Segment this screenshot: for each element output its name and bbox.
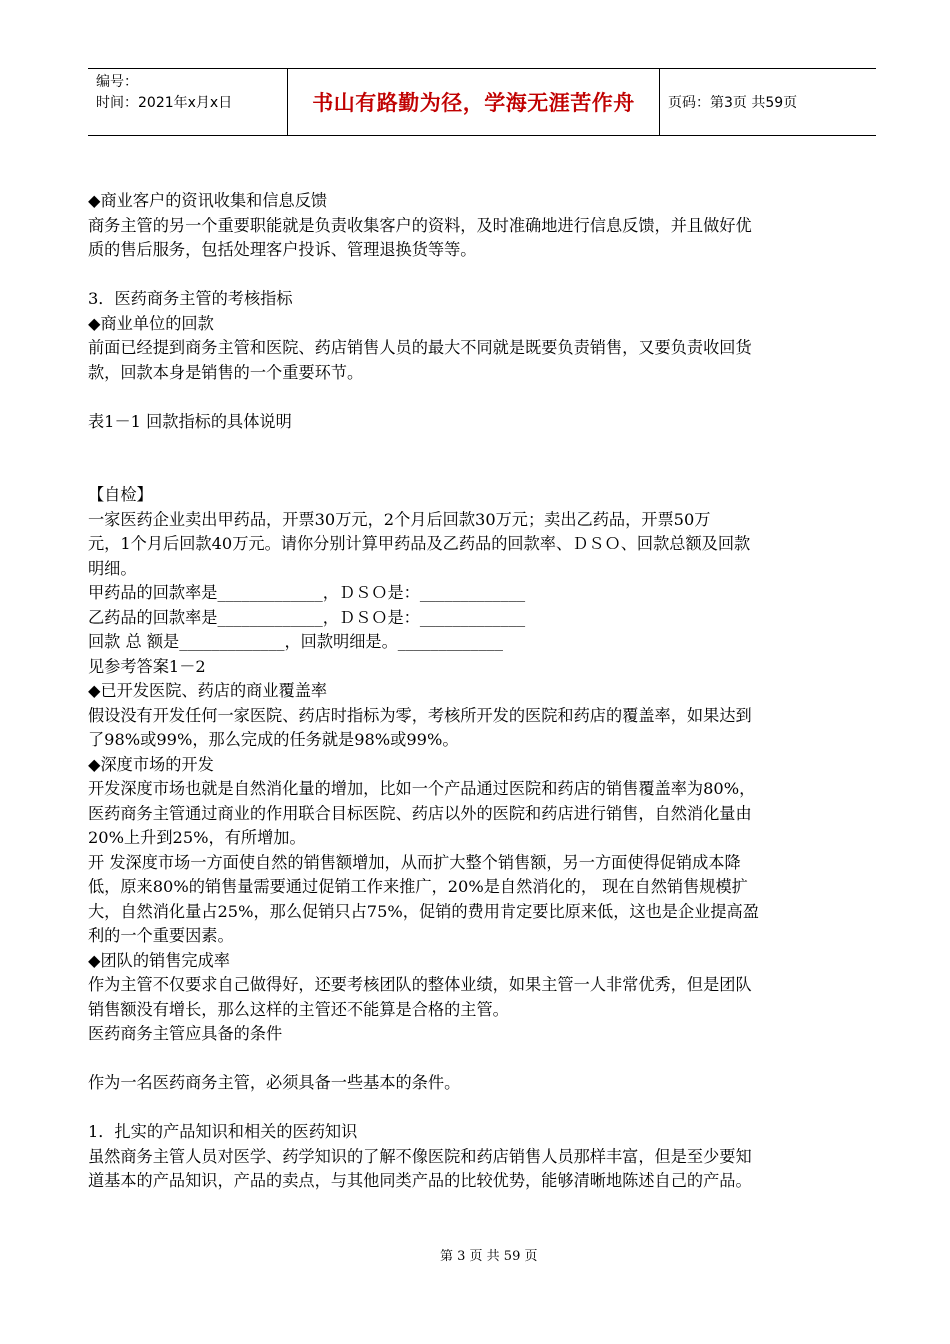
text-line: 元，1个月后回款40万元。请你分别计算甲药品及乙药品的回款率、ＤＳＯ、回款总额及回款 [88,534,751,553]
document-body [88,189,878,1194]
blank-line [88,1096,878,1121]
text-line: 医药商务主管应具备的条件 [88,1024,283,1043]
text-line: 明细。 [88,558,137,578]
page-footer: 第 3 页 共 59 页 [440,1249,538,1264]
text-line: ◆深度市场的开发 [88,754,214,774]
text-line: ◆团队的销售完成率 [88,950,230,970]
text-line: 开发深度市场也就是自然消化量的增加，比如一个产品通过医院和药店的销售覆盖率为80%， [88,779,756,798]
blank-line [88,459,878,484]
text-line: 乙药品的回款率是_____________，ＤＳＯ是：_____________ [88,607,526,627]
text-line: 低，原来80%的销售量需要通过促销工作来推广，20%是自然消化的， 现在自然销售规模扩 [88,877,748,896]
text-line: 作为主管不仅要求自己做得好，还要考核团队的整体业绩，如果主管一人非常优秀，但是团队 [88,975,752,994]
document-number-label: 编号： [96,74,138,90]
blank-line [88,385,878,410]
header-motto: 书山有路勤为径，学海无涯苦作舟 [312,91,635,115]
text-line: 回款 总 额是_____________，回款明细是。_____________ [88,632,503,651]
text-line: 1．扎实的产品知识和相关的医药知识 [88,1122,358,1141]
text-line: 假设没有开发任何一家医院、药店时指标为零，考核所开发的医院和药店的覆盖率，如果达到 [88,705,752,725]
text-line: 作为一名医药商务主管，必须具备一些基本的条件。 [88,1073,461,1092]
text-line: ◆商业客户的资讯收集和信息反馈 [88,191,328,210]
text-line: 道基本的产品知识，产品的卖点，与其他同类产品的比较优势，能够清晰地陈述自己的产品。 [88,1171,752,1190]
text-line: 表1－1 回款指标的具体说明 [88,411,292,431]
text-line: 质的售后服务，包括处理客户投诉、管理退换货等等。 [88,240,477,259]
text-line: 见参考答案1－2 [88,656,206,676]
text-line: 商务主管的另一个重要职能就是负责收集客户的资料，及时准确地进行信息反馈，并且做好优 [88,215,752,235]
text-line: 前面已经提到商务主管和医院、药店销售人员的最大不同就是既要负责销售，又要负责收回货 [88,338,752,357]
header-page-number: 页码：第3页 共59页 [668,95,798,111]
text-line: 甲药品的回款率是_____________，ＤＳＯ是：_____________ [88,583,526,602]
blank-line [88,263,878,288]
text-line: 虽然商务主管人员对医学、药学知识的了解不像医院和药店销售人员那样丰富，但是至少要知 [88,1146,752,1166]
text-line: ◆已开发医院、药店的商业覆盖率 [88,681,328,700]
document-time-label: 时间：2021年x月x日 [96,95,233,111]
header-motto-cell [288,69,660,135]
text-line: 利的一个重要因素。 [88,926,234,945]
text-line: 款，回款本身是销售的一个重要环节。 [88,362,364,382]
text-line: ◆商业单位的回款 [88,313,214,333]
text-line: 一家医药企业卖出甲药品，开票30万元，2个月后回款30万元；卖出乙药品，开票50万 [88,509,711,529]
text-line: 了98%或99%，那么完成的任务就是98%或99%。 [88,730,459,749]
page-header [88,68,876,136]
header-page-cell [660,69,876,135]
blank-line [88,1047,878,1072]
header-meta [88,69,288,135]
text-line: 大，自然消化量占25%，那么促销只占75%，促销的费用肯定要比原来低，这也是企业提高盈 [88,901,759,921]
text-line: 3．医药商务主管的考核指标 [88,289,293,308]
text-line: 开 发深度市场一方面使自然的销售额增加，从而扩大整个销售额，另一方面使得促销成本降 [88,852,741,872]
text-line: 20%上升到25%，有所增加。 [88,828,306,847]
text-line: 销售额没有增长，那么这样的主管还不能算是合格的主管。 [88,999,509,1019]
text-line: 医药商务主管通过商业的作用联合目标医院、药店以外的医院和药店进行销售，自然消化量由 [88,803,752,823]
blank-line [88,434,878,459]
text-line: 【自检】 [88,485,153,504]
